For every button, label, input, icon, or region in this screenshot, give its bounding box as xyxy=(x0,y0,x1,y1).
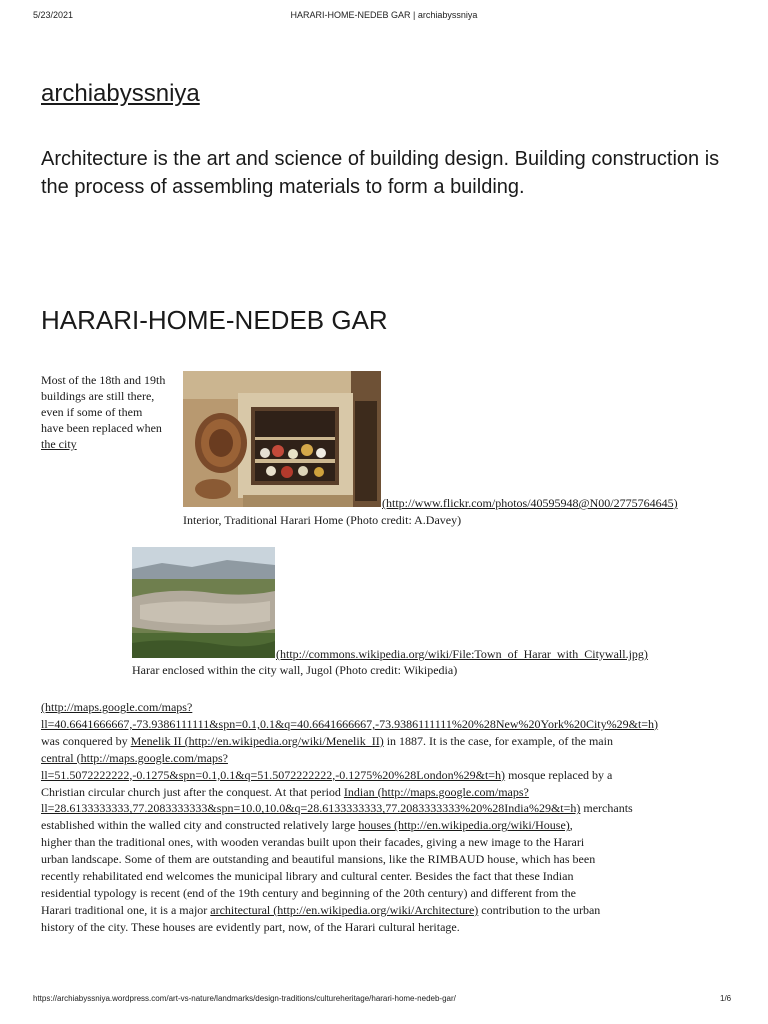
indian-maps-link-part1[interactable]: Indian (http://maps.google.com/maps? xyxy=(343,784,529,799)
body-text-span: established within the walled city and constructed relatively large xyxy=(41,818,359,833)
body-line xyxy=(41,902,741,919)
harar-city-image xyxy=(132,547,275,658)
wikipedia-citywall-link[interactable]: (http://commons.wikipedia.org/wiki/File:Town_of_Harar_with_Citywall.jpg) xyxy=(276,647,648,661)
body-line xyxy=(41,767,741,784)
body-text-span: Harari traditional one, it is a major xyxy=(41,902,211,917)
body-text-span: was conquered by xyxy=(41,733,131,748)
maps-link-new-york-part2[interactable]: ll=40.6641666667,-73.9386111111&spn=0.1,0.1&q=40.6641666667,-73.9386111111%20%28New%20York%20City%29&t=h) xyxy=(41,716,659,731)
print-footer-url: https://archiabyssniya.wordpress.com/art-vs-nature/landmarks/design-traditions/cultureheritage/harari-home-nedeb-gar/ xyxy=(33,994,456,1003)
harar-city-photo[interactable] xyxy=(132,547,275,658)
article-body xyxy=(41,699,741,936)
print-page-title: HARARI-HOME-NEDEB GAR | archiabyssniya xyxy=(290,10,478,20)
menelik-link[interactable]: Menelik II (http://en.wikipedia.org/wiki/Menelik_II) xyxy=(130,733,384,748)
print-date: 5/23/2021 xyxy=(33,10,74,20)
body-line: recently rehabilitated end welcomes the municipal library and cultural center. Besides the fact that these Indian xyxy=(41,869,574,884)
body-line: urban landscape. Some of them are outstanding and beautiful mansions, like the RIMBAUD house, which has been xyxy=(41,852,596,867)
print-page-number: 1/6 xyxy=(720,994,732,1003)
body-line: history of the city. These houses are evidently part, now, of the Harari cultural heritage. xyxy=(41,919,460,934)
body-text-span: contribution to the urban xyxy=(478,902,601,917)
body-line xyxy=(41,784,741,801)
harari-interior-photo[interactable] xyxy=(183,371,381,507)
central-maps-link-part1[interactable]: central (http://maps.google.com/maps? xyxy=(41,750,228,765)
site-tagline: Architecture is the art and science of building design. Building construction is the process of assembling materials to form a building. xyxy=(41,148,720,198)
intro-text: Most of the 18th and 19th buildings are still there, even if some of them have been replaced when xyxy=(41,373,166,435)
photo2-caption: Harar enclosed within the city wall, Jugol (Photo credit: Wikipedia) xyxy=(132,663,458,677)
flickr-photo-link[interactable]: (http://www.flickr.com/photos/40595948@N00/2775764645) xyxy=(382,496,678,510)
body-text-span: Christian circular church just after the conquest. At that period xyxy=(41,784,344,799)
site-title-link[interactable]: archiabyssniya xyxy=(41,80,200,107)
intro-paragraph xyxy=(41,372,166,452)
body-text-span: mosque replaced by a xyxy=(505,767,613,782)
body-text-span: , xyxy=(569,818,573,833)
body-line xyxy=(41,733,741,750)
post-title: HARARI-HOME-NEDEB GAR xyxy=(41,305,388,335)
indian-maps-link-part2[interactable]: ll=28.6133333333,77.2083333333&spn=10.0,10.0&q=28.6133333333,77.2083333333%20%28India%29&t=h) xyxy=(41,801,581,816)
body-line: residential typology is recent (end of the 19th century and beginning of the 20th century) and different from the xyxy=(41,885,576,900)
body-line xyxy=(41,817,741,834)
body-text-span: in 1887. It is the case, for example, of the main xyxy=(383,733,613,748)
central-maps-link-part2[interactable]: ll=51.5072222222,-0.1275&spn=0.1,0.1&q=51.5072222222,-0.1275%20%28London%29&t=h) xyxy=(41,767,506,782)
harari-interior-image xyxy=(183,371,381,507)
maps-link-new-york-part1[interactable]: (http://maps.google.com/maps? xyxy=(41,700,193,714)
body-text-span: merchants xyxy=(580,801,633,816)
the-city-link[interactable]: the city xyxy=(41,437,77,451)
photo1-caption: Interior, Traditional Harari Home (Photo credit: A.Davey) xyxy=(183,513,462,527)
body-line: higher than the traditional ones, with wooden verandas built upon their facades, giving a new image to the Harari xyxy=(41,835,585,850)
houses-link[interactable]: houses (http://en.wikipedia.org/wiki/House) xyxy=(358,818,570,833)
architecture-link[interactable]: architectural (http://en.wikipedia.org/wiki/Architecture) xyxy=(210,902,479,917)
body-line xyxy=(41,800,741,817)
